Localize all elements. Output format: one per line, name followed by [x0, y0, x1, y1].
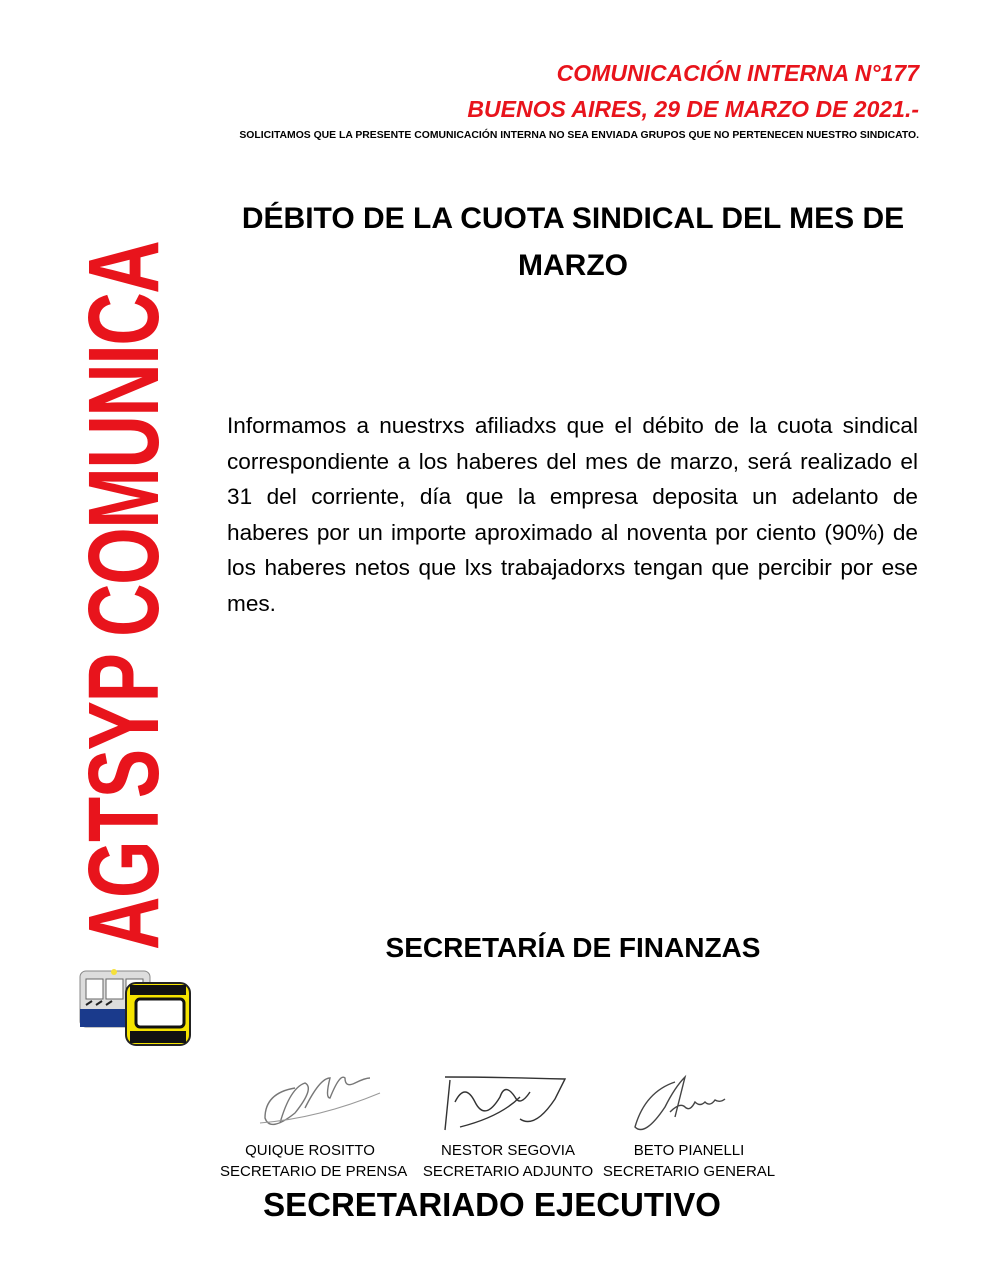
distribution-notice: SOLICITAMOS QUE LA PRESENTE COMUNICACIÓN INTERNA NO SEA ENVIADA GRUPOS QUE NO PERTENECEN NUESTRO SINDICATO.: [239, 130, 919, 141]
signer-segovia: [418, 1140, 598, 1182]
signer-role: SECRETARIO ADJUNTO: [422, 1163, 594, 1180]
signer-name: BETO PIANELLI: [633, 1142, 745, 1159]
place-date: BUENOS AIRES, 29 DE MARZO DE 2021.-: [467, 96, 919, 122]
footer-executive-secretariat: SECRETARIADO EJECUTIVO: [263, 1186, 721, 1223]
signer-role: SECRETARIO DE PRENSA: [220, 1163, 408, 1180]
department-name: SECRETARÍA DE FINANZAS: [385, 932, 761, 963]
signer-pianelli: [599, 1140, 779, 1182]
signature-rositto: [255, 1068, 385, 1138]
logo-agtsyp-comunica: AGTSYP COMUNICA: [68, 241, 180, 950]
signer-name: NESTOR SEGOVIA: [441, 1142, 575, 1159]
signer-name: QUIQUE ROSITTO: [245, 1142, 375, 1159]
communication-number: COMUNICACIÓN INTERNA N°177: [556, 60, 919, 86]
train-logo-icon: [78, 965, 193, 1047]
document-title: DÉBITO DE LA CUOTA SINDICAL DEL MES DE MARZO: [241, 202, 905, 282]
body-text: Informamos a nuestrxs afiliadxs que el débito de la cuota sindical correspondiente a los haberes del mes de marzo, será realizado el 31 del corriente, día que la empresa deposita un adelanto de haberes por un importe aproximado al noventa por ciento (90%) de los haberes netos que lxs trabajadorxs tengan que percibir por ese mes.: [227, 413, 918, 616]
signature-segovia: [440, 1072, 570, 1137]
signature-pianelli: [630, 1072, 730, 1137]
signer-rositto: [220, 1140, 408, 1182]
signer-role: SECRETARIO GENERAL: [602, 1163, 776, 1180]
